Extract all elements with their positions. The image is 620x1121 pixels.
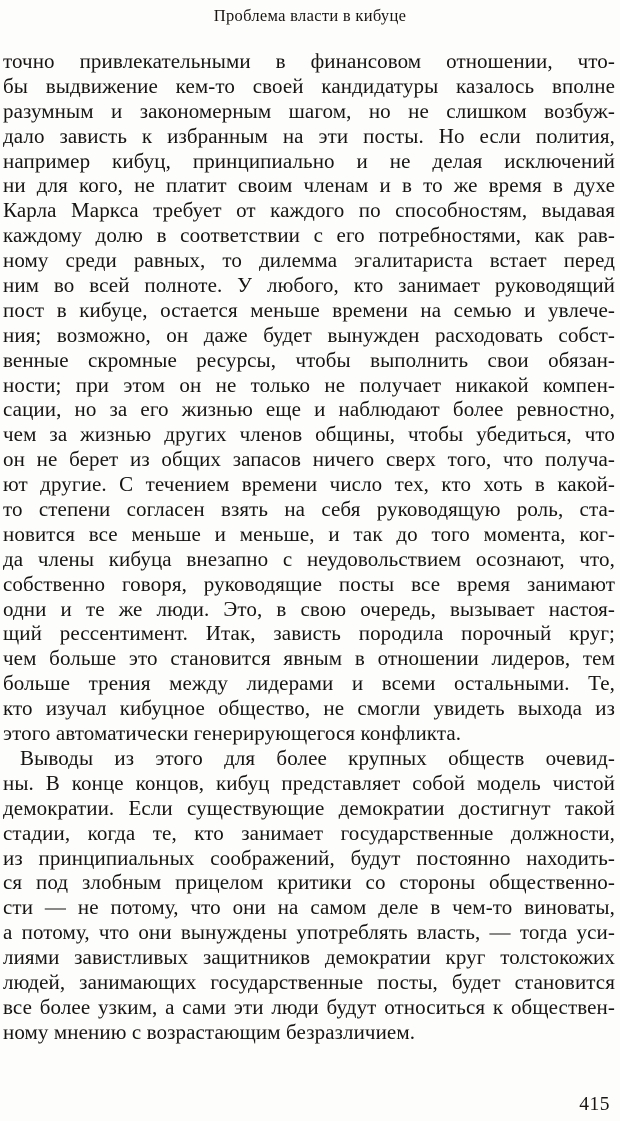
text-line-p1-23: одни и те же люди. Это, в свою очередь, вызывает настоя- [3, 596, 615, 621]
text-line-p1-24: щий рессентимент. Итак, зависть породила порочный круг; [3, 621, 615, 646]
text-line-p1-27: кто изучал кибуцное общество, не смогли увидеть выхода из [3, 696, 615, 721]
text-line-p2-7: сти — не потому, что они на самом деле в чем-то виноваты, [3, 895, 615, 920]
text-line-p2-9: лиями завистливых защитников демократии круг толстокожих [3, 945, 615, 970]
text-line-p1-1: точно привлекательными в финансовом отношении, что- [3, 49, 615, 73]
text-line-p1-6: ни для кого, не платит своим членам и в то же время в духе [3, 173, 615, 198]
text-line-p1-8: каждому долю в соответствии с его потребностями, как рав- [3, 223, 615, 248]
text-line-p2-6: ся под злобным прицелом критики со стороны общественно- [3, 870, 615, 895]
text-line-p2-3: демократии. Если существующие демократии достигнут такой [3, 795, 615, 820]
text-line-p1-12: ния; возможно, он даже будет вынужден расходовать собст- [3, 322, 615, 347]
text-line-p1-28: этого автоматически генерирующегося конфликта. [3, 721, 462, 746]
text-line-p1-25: чем больше это становится явным в отношении лидеров, тем [3, 646, 615, 671]
text-line-p1-18: ют другие. С течением времени число тех, кто хоть в какой- [3, 472, 615, 497]
text-line-p1-16: чем за жизнью других членов общины, чтобы убедиться, что [3, 422, 615, 447]
text-line-p1-26: больше трения между лидерами и всеми остальными. Те, [3, 671, 615, 696]
body-text [3, 49, 615, 1045]
text-line-p1-11: пост в кибуце, остается меньше времени на семью и увлече- [3, 297, 615, 322]
text-line-p1-7: Карла Маркса требует от каждого по способностям, выдавая [3, 198, 615, 223]
text-line-p2-10: людей, занимающих государственные посты, будет становится [3, 969, 615, 994]
text-line-p1-14: ности; при этом он не только не получает никакой компен- [3, 372, 615, 397]
text-line-p2-8: а потому, что они вынуждены употреблять власть, — тогда уси- [3, 920, 615, 945]
text-line-p1-5: например кибуц, принципиально и не делая исключений [3, 148, 615, 173]
text-line-p2-11: все более узким, а сами эти люди будут относиться к обществен- [3, 994, 615, 1019]
text-line-p1-9: ному среди равных, то дилемма эгалитариста встает перед [3, 248, 615, 273]
text-line-p1-10: ним во всей полноте. У любого, кто занимает руководящий [3, 273, 615, 298]
text-line-p2-2: ны. В конце концов, кибуц представляет собой модель чистой [3, 770, 615, 795]
text-line-p2-4: стадии, когда те, кто занимает государственные должности, [3, 820, 615, 845]
text-line-p1-13: венные скромные ресурсы, чтобы выполнить свои обязан- [3, 347, 615, 372]
running-header: Проблема власти в кибуце [213, 6, 407, 25]
text-line-p1-15: сации, но за его жизнью еще и наблюдают более ревностно, [3, 397, 615, 422]
text-line-p1-3: разумным и закономерным шагом, но не слишком возбуж- [3, 98, 615, 123]
text-line-p2-5: из принципиальных соображений, будут постоянно находить- [3, 845, 615, 870]
text-line-p1-20: новится все меньше и меньше, и так до того момента, ког- [3, 521, 615, 546]
text-line-p2-1: Выводы из этого для более крупных обществ очевид- [20, 745, 615, 770]
page-number: 415 [579, 1094, 610, 1115]
text-line-p1-19: то степени согласен взять на себя руководящую роль, ста- [3, 497, 615, 522]
text-line-p1-22: собственно говоря, руководящие посты все время занимают [3, 571, 615, 596]
text-line-p2-12: ному мнению с возрастающим безразличием. [3, 1019, 416, 1044]
text-line-p1-2: бы выдвижение кем-то своей кандидатуры казалось вполне [3, 73, 615, 98]
text-line-p1-21: да члены кибуца внезапно с неудовольствием осознают, что, [3, 546, 615, 571]
text-line-p1-17: он не берет из общих запасов ничего сверх того, что получа- [3, 447, 615, 472]
text-line-p1-4: дало зависть к избранным на эти посты. Но если полития, [3, 123, 615, 148]
